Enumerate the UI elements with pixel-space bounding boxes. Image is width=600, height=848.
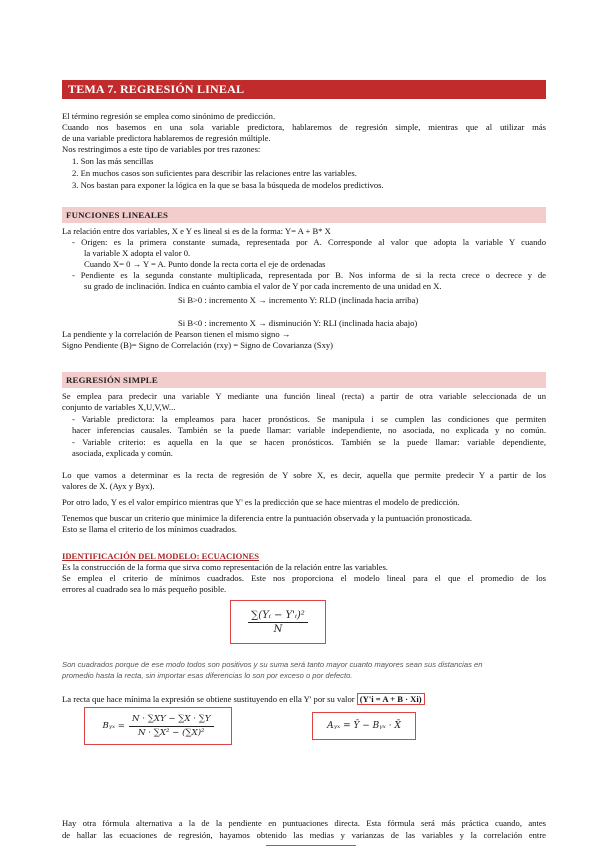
text-line: Tenemos que buscar un criterio que minimice la diferencia entre la puntuación observada y la puntuación pronosticada. (62, 513, 473, 523)
slope-lhs: Bᵧₓ = (102, 720, 125, 731)
text-line: Esto se llama el criterio de los mínimos cuadrados. (62, 524, 237, 534)
highlighted-equation: (Y'i = A + B · Xi) (357, 693, 425, 705)
text-line: su grado de inclinación. Indica en cuánto cambia el valor de Y por cada incremento de una unidad en X. (84, 281, 442, 291)
text-line: La relación entre dos variables, X e Y es lineal si es de la forma: Y= A + B* X (62, 226, 331, 236)
text-line: valores de X. (Ayx y Byx). (62, 481, 155, 491)
text-line: - Variable criterio: es aquella en la que se hacen pronósticos. También se la puede llamar: variable dependiente, (72, 437, 546, 447)
text-line: Es la construcción de la forma que sirva como representación de la relación entre las variables. (62, 562, 388, 572)
text-line (62, 694, 546, 705)
text-line: Signo Pendiente (B)= Signo de Correlación (rxy) = Signo de Covarianza (Sxy) (62, 340, 334, 350)
text-line: conjunto de variables X,U,V,W... (62, 402, 176, 412)
formula-denominator: N (273, 623, 283, 635)
least-squares-formula (230, 600, 326, 644)
reason-item: 2. En muchos casos son suficientes para describir las relaciones entre las variables. (72, 168, 357, 178)
section-heading-simple: REGRESIÓN SIMPLE (62, 372, 546, 388)
text-line: - Pendiente es la segunda constante multiplicada, representada por B. Nos informa de si la recta crece o decrece y de (72, 270, 546, 280)
text-line: Si B>0 : incremento X → incremento Y: RLD (inclinada hacia arriba) (178, 295, 419, 305)
text-line: errores al cuadrado sea lo más pequeño posible. (62, 584, 227, 594)
text-line: Hay otra fórmula alternativa a la de la pendiente en puntuaciones directa. Esta fórmula será más práctica cuando, antes (62, 818, 546, 828)
text-line: hacer inferencias causales. También se la puede llamar: variable independiente, no asociada, no explicada y no común. (72, 425, 546, 435)
subheading-modelo: IDENTIFICACIÓN DEL MODELO: ECUACIONES (62, 551, 259, 561)
intro-line: El término regresión se emplea como sinónimo de predicción. (62, 111, 276, 121)
text-line: Cuando X= 0 → Y = A. Punto donde la recta corta el eje de ordenadas (84, 259, 326, 269)
reason-item: 3. Nos bastan para exponer la lógica en la que se basa la búsqueda de modelos predictivos. (72, 180, 384, 190)
text-line: La pendiente y la correlación de Pearson tienen el mismo signo → (62, 329, 291, 339)
text-line: de hallar las ecuaciones de regresión, hayamos obtenido las medias y varianzas de las variables y la correlación entre (62, 830, 546, 840)
formula-numerator: N · ∑XY − ∑X · ∑Y (129, 714, 214, 727)
text-fragment: La recta que hace mínima la expresión se obtiene sustituyendo en ella Y' por su valor (62, 694, 355, 704)
text-line: Por otro lado, Y es el valor empírico mientras que Y' es la predicción que se hace mientras el modelo de predicción. (62, 497, 460, 507)
intro-line: de una variable predictora hablaremos de regresión múltiple. (62, 133, 271, 143)
text-line: - Origen: es la primera constante sumada, representada por A. Corresponde al valor que adopta la variable Y cuando (72, 237, 546, 247)
text-line: asociada, explicada y común. (72, 448, 173, 458)
intro-line: Nos restringimos a este tipo de variables por tres razones: (62, 144, 261, 154)
slope-formula (84, 707, 232, 745)
text-line: Se emplea el criterio de mínimos cuadrados. Este nos proporciona el modelo lineal para el que el promedio de los (62, 573, 546, 583)
reason-item: 1. Son las más sencillas (72, 156, 154, 166)
formula-denominator: N · ∑X² − (∑X)² (138, 727, 205, 738)
text-line: Lo que vamos a determinar es la recta de regresión de Y sobre X, es decir, aquella que permite predecir Y a partir de los (62, 470, 546, 480)
formula-numerator: ∑(Yᵢ − Y'ᵢ)² (248, 610, 308, 623)
intercept-formula (312, 712, 416, 740)
text-line: Si B<0 : incremento X → disminución Y: RLI (inclinada hacia abajo) (178, 318, 418, 328)
intro-line: Cuando nos basemos en una sola variable predictora, hablaremos de regresión simple, mientras que al utilizar más (62, 122, 546, 132)
text-line: Se emplea para predecir una variable Y mediante una función lineal (recta) a partir de otra variable seleccionada de un (62, 391, 546, 401)
page-title: TEMA 7. REGRESIÓN LINEAL (62, 80, 546, 99)
section-heading-funciones: FUNCIONES LINEALES (62, 207, 546, 223)
note-line: promedio hasta la recta, sin importar esas diferencias lo son por exceso o por defecto. (62, 671, 353, 680)
text-line: la variable X adopta el valor 0. (84, 248, 191, 258)
note-line: Son cuadrados porque de ese modo todos son positivos y su suma será tanto mayor cuanto mayores sean sus distancias en (62, 660, 483, 669)
text-line: - Variable predictora: la empleamos para hacer pronósticos. Se manipula i se cumplen las condiciones que permiten (72, 414, 546, 424)
intercept-expression: Aᵧₓ = Ȳ − Bᵧₓ · X̄ (327, 720, 401, 731)
